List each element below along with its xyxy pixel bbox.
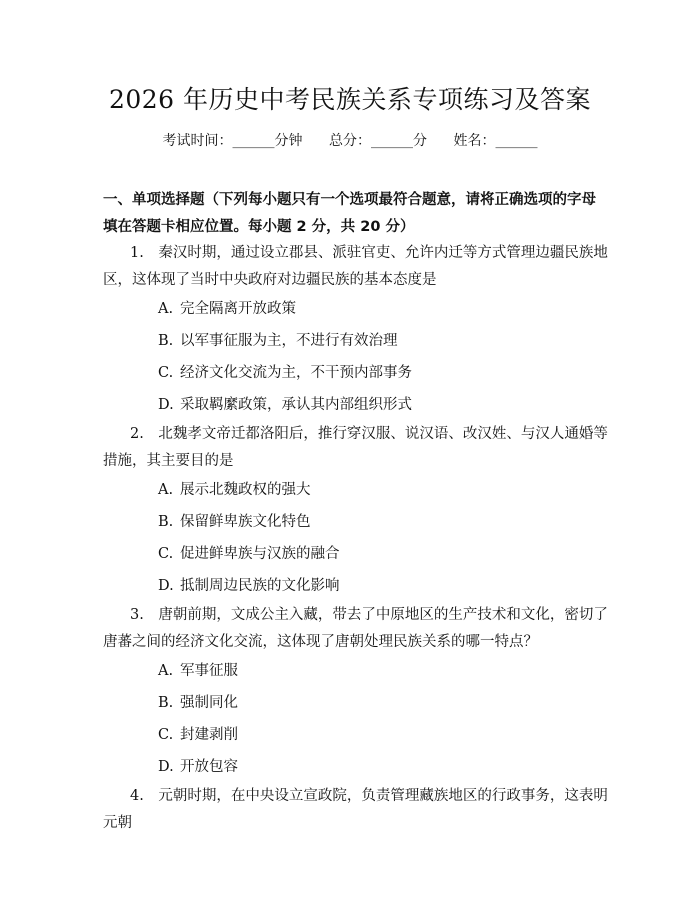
exam-time: 考试时间：______分钟 (162, 133, 303, 149)
option-text: 展示北魏政权的强大 (180, 482, 311, 498)
question-2-option-d (158, 574, 340, 595)
option-key: C. (158, 546, 174, 562)
option-text: 抵制周边民族的文化影响 (180, 578, 340, 594)
option-key: C. (158, 727, 174, 743)
question-2-option-a (158, 478, 311, 499)
exam-name: 姓名：______ (453, 133, 538, 149)
option-key: D. (158, 759, 174, 775)
option-text: 经济文化交流为主，不干预内部事务 (180, 365, 412, 381)
option-key: D. (158, 397, 174, 413)
exam-meta (0, 130, 700, 150)
question-2-option-b (158, 510, 311, 531)
question-3-stem: 3. 唐朝前期，文成公主入藏，带去了中原地区的生产技术和文化，密切了唐蕃之间的经济文化交流，这体现了唐朝处理民族关系的哪一特点？ (103, 607, 608, 650)
option-key: A. (158, 301, 174, 317)
option-key: B. (158, 514, 174, 530)
question-1-option-c (158, 361, 412, 382)
option-text: 强制同化 (180, 695, 238, 711)
option-key: A. (158, 482, 174, 498)
page-title: 2026 年历史中考民族关系专项练习及答案 (108, 85, 592, 114)
option-text: 开放包容 (180, 759, 238, 775)
option-text: 以军事征服为主，不进行有效治理 (180, 333, 398, 349)
question-1-option-b (158, 329, 398, 350)
option-key: A. (158, 663, 174, 679)
section-heading: 一、单项选择题（下列每小题只有一个选项最符合题意，请将正确选项的字母填在答题卡相应位置。每小题 2 分，共 20 分） (103, 192, 596, 235)
question-1-stem: 1. 秦汉时期，通过设立郡县、派驻官吏、允许内迁等方式管理边疆民族地区，这体现了当时中央政府对边疆民族的基本态度是 (103, 245, 608, 288)
option-key: D. (158, 578, 174, 594)
option-key: B. (158, 333, 174, 349)
question-1-option-a (158, 297, 296, 318)
option-key: C. (158, 365, 174, 381)
option-text: 军事征服 (180, 663, 238, 679)
question-2-stem: 2. 北魏孝文帝迁都洛阳后，推行穿汉服、说汉语、改汉姓、与汉人通婚等措施，其主要目的是 (103, 426, 608, 469)
option-key: B. (158, 695, 174, 711)
option-text: 完全隔离开放政策 (180, 301, 296, 317)
question-3-option-b (158, 691, 238, 712)
option-text: 保留鲜卑族文化特色 (180, 514, 311, 530)
option-text: 封建剥削 (180, 727, 238, 743)
question-2-option-c (158, 542, 340, 563)
question-3-option-c (158, 723, 238, 744)
option-text: 促进鲜卑族与汉族的融合 (180, 546, 340, 562)
exam-score: 总分：______分 (329, 133, 427, 149)
question-3-option-a (158, 659, 238, 680)
question-3-option-d (158, 755, 238, 776)
question-4-stem: 4. 元朝时期，在中央设立宣政院，负责管理藏族地区的行政事务，这表明元朝 (103, 788, 608, 831)
question-1-option-d (158, 393, 412, 414)
option-text: 采取羁縻政策，承认其内部组织形式 (180, 397, 412, 413)
